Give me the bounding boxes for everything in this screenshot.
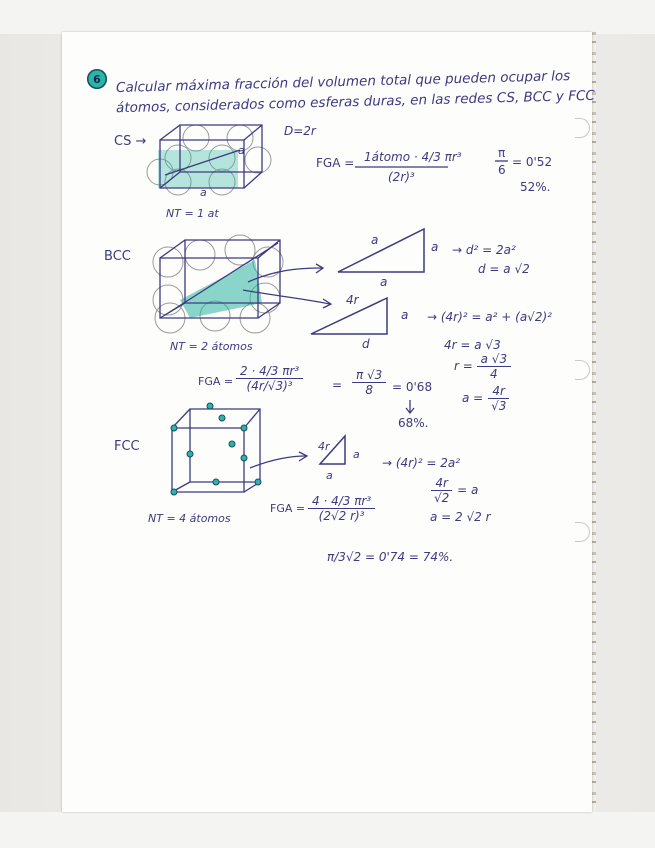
bcc-eq2: d = a √2 [478,262,530,276]
cs-fga-numerator: 1átomo · 4/3 πr³ [364,150,462,164]
fcc-eq1: → (4r)² = 2a² [382,456,461,470]
cs-cube-side-label: a [238,144,245,157]
bcc-tri1-base: a [380,275,388,289]
bcc-atom-count: NT = 2 átomos [170,340,253,353]
problem-statement-line1: Calcular máxima fracción del volumen total que pueden ocupar los [115,68,571,96]
cs-result: = 0'52 [512,155,553,169]
bcc-fga-simplified: $\frac{\pi √3}{8}$ [352,368,386,397]
fcc-tri-side: a [353,448,360,461]
bcc-tri1-side: a [431,240,439,254]
bcc-label: BCC [104,249,131,264]
fcc-label: FCC [114,439,140,454]
fcc-tri-hyp: 4r [318,440,330,453]
cs-atom-count: NT = 1 at [166,207,219,220]
fcc-cube-diagram [171,403,261,495]
bcc-fga-label: FGA = [198,375,234,388]
bcc-percent: 68%. [398,416,429,430]
bcc-fga-fraction: $\frac{\text{2 · 4/3 πr³}}{\text{(4r/√3)³}}$ [236,364,303,393]
cs-fga-label: FGA = [316,156,355,170]
bcc-eq5: r = $\frac{a √3}{4}$ [454,352,511,381]
cs-pi: π [498,146,506,160]
fcc-result: π/3√2 = 0'74 = 74%. [327,550,454,564]
cs-cube-base-label: a [200,186,207,199]
cs-fga-denominator: (2r)³ [388,170,415,184]
fcc-fga-label: FGA = [270,502,306,515]
bcc-fga-equals: = [332,378,343,392]
bcc-tri2-side: a [401,308,409,322]
fcc-tri-base: a [326,469,333,482]
bcc-cube-diagram [153,235,283,333]
problem-number-badge: 6 [87,69,107,89]
bcc-tri2-hyp: 4r [346,293,359,307]
arrow-to-triangle1 [248,268,322,282]
cs-label: CS → [114,134,147,149]
bcc-triangle-1 [338,229,424,272]
bcc-tri2-base: d [362,337,370,351]
cs-percent: 52%. [520,180,551,194]
bcc-eq4: 4r = a √3 [444,338,501,352]
fcc-atom-count: NT = 4 átomos [148,512,231,525]
bcc-eq3: → (4r)² = a² + (a√2)² [427,310,552,324]
fcc-eq2: $\frac{4r}{√2}$ = a [430,476,478,505]
cs-cube-diagram [147,125,271,195]
bcc-tri1-hyp: a [371,233,379,247]
fcc-fga-fraction: $\frac{\text{4 · 4/3 πr³}}{\text{(2√2 r)³}}$ [308,494,375,523]
cs-diameter: D=2r [284,124,316,138]
bcc-fga-result: = 0'68 [392,380,433,394]
bcc-eq6: a = $\frac{4r}{√3}$ [462,384,510,413]
cs-six: 6 [498,163,506,177]
arrow-to-fcc-triangle [250,456,306,468]
fcc-eq3: a = 2 √2 r [430,510,491,524]
bcc-eq1: → d² = 2a² [452,243,516,257]
problem-statement-line2: átomos, considerados como esferas duras, en las redes CS, BCC y FCC [115,87,596,117]
